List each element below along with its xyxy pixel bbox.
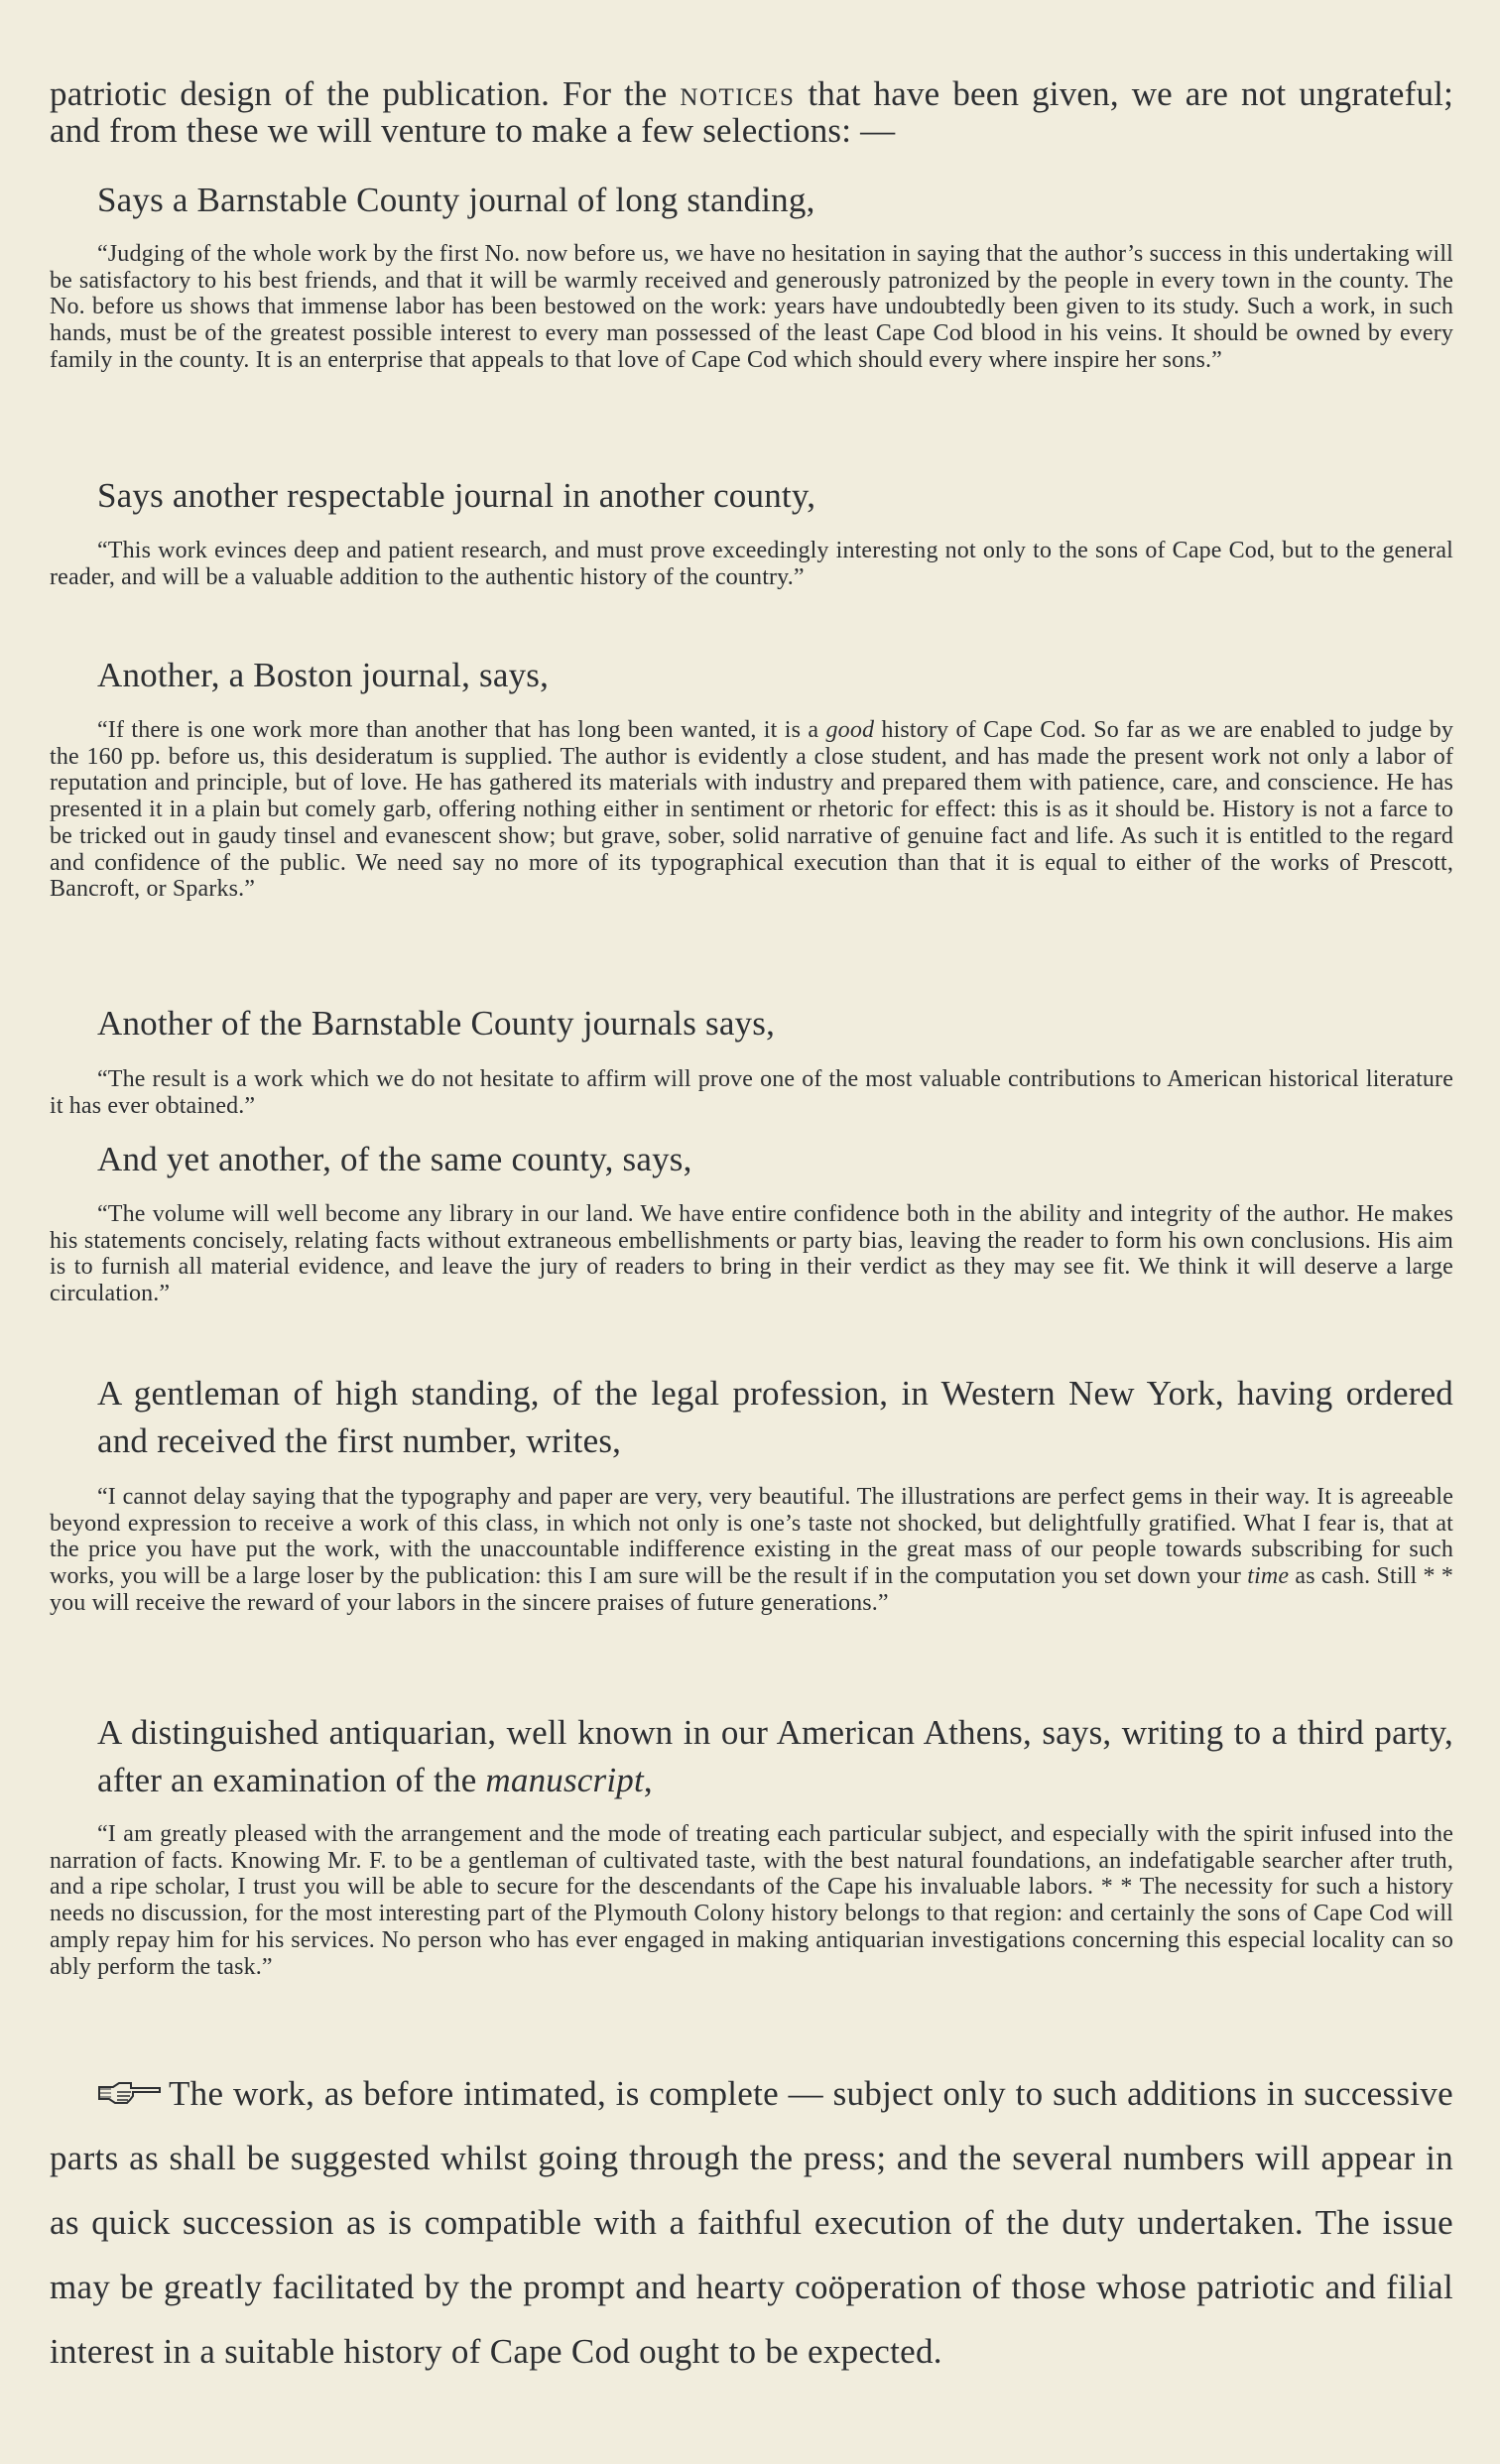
closing-notice xyxy=(50,2061,1453,2384)
quote-same-county: “The volume will well become any library in our land. We have entire confidence both in the ability and integrity of the author. He makes his statements concisely, relating facts without extraneous embellishments or party bias, leaving the reader to form his own conclusions. His aim is to furnish all material evidence, and leave the jury of readers to bring in their verdict as they may see fit. We think it will deserve a large circulation.” xyxy=(50,1201,1453,1307)
heading-antiquarian-before: A distinguished antiquarian, well known in our American Athens, says, writing to a third party, after an examination of the xyxy=(97,1713,1453,1799)
section-heading-antiquarian xyxy=(97,1709,1453,1804)
quote-another-county: “This work evinces deep and patient research, and must prove exceedingly interesting not only to the sons of Cape Cod, but to the general reader, and will be a valuable addition to the authentic history of the country.” xyxy=(50,538,1453,590)
heading-antiquarian-after: , xyxy=(643,1761,653,1799)
quote-boston-journal xyxy=(50,717,1453,903)
pointing-hand-icon xyxy=(97,2080,163,2106)
section-heading-barnstable-journal: Says a Barnstable County journal of long standing, xyxy=(97,181,815,219)
quote-boston-text-before: “If there is one work more than another that has long been wanted, it is a xyxy=(97,717,826,743)
section-heading-barnstable-journals: Another of the Barnstable County journals says, xyxy=(97,1004,776,1043)
quote-boston-text-after: history of Cape Cod. So far as we are enabled to judge by the 160 pp. before us, this desideratum is supplied. The author is evidently a close student, and has made the present work not only a labor of reputation and principle, but of love. He has gathered its materials with industry and prepared them with patience, care, and conscience. He has presented it in a plain but comely garb, offering nothing either in sentiment or rhetoric for effect: this is as it should be. History is not a farce to be tricked out in gaudy tinsel and evanescent show; but grave, sober, solid narrative of genuine fact and life. As such it is entitled to the regard and confidence of the public. We need say no more of its typographical execution than that it is equal to either of the works of Prescott, Bancroft, or Sparks.” xyxy=(50,717,1453,903)
intro-text-before: patriotic design of the publication. For the xyxy=(50,74,681,113)
section-heading-another-county: Says another respectable journal in another county, xyxy=(97,476,816,515)
quote-legal-emphasis: time xyxy=(1247,1563,1290,1590)
quote-barnstable-journal: “Judging of the whole work by the first No. now before us, we have no hesitation in saying that the author’s success in this undertaking will be satisfactory to his best friends, and that it will be warmly received and generously patronized by the people in every town in the county. The No. before us shows that immense labor has been bestowed on the work: years have undoubtedly been given to its study. Such a work, in such hands, must be of the greatest possible interest to every man possessed of the least Cape Cod blood in his veins. It should be owned by every family in the county. It is an enterprise that appeals to that love of Cape Cod which should every where inspire her sons.” xyxy=(50,241,1453,373)
quote-barnstable-journals: “The result is a work which we do not hesitate to affirm will prove one of the most valuable contributions to American historical literature it has ever obtained.” xyxy=(50,1066,1453,1119)
quote-boston-emphasis: good xyxy=(825,717,875,743)
quote-legal-text-before: “I cannot delay saying that the typography and paper are very, very beautiful. The illustrations are perfect gems in their way. It is agreeable beyond expression to receive a work of this class, in which not only is one’s taste not shocked, but delightfully gratified. What I fear is, that at the price you have put the work, with the unaccountable indifference existing in the great mass of our people towards subscribing for such works, you will be a large loser by the publication: this I am sure will be the result if in the computation you set down your xyxy=(50,1484,1453,1590)
quote-legal-text-after: as cash. Still * * you will receive the reward of your labors in the sincere praises of future generations.” xyxy=(50,1563,1453,1616)
heading-antiquarian-emphasis: manuscript xyxy=(485,1761,644,1799)
intro-text-after: that have been given, we are not ungrateful; and from these we will venture to make a few selections: — xyxy=(50,74,1453,150)
intro-paragraph xyxy=(50,75,1453,149)
section-heading-boston-journal: Another, a Boston journal, says, xyxy=(97,656,550,694)
intro-notices-word: notices xyxy=(680,74,796,113)
section-heading-same-county: And yet another, of the same county, says, xyxy=(97,1140,692,1178)
closing-notice-text: The work, as before intimated, is complete — subject only to such additions in successive parts as shall be suggested whilst going through the press; and the several numbers will appear in as quick succession as is compatible with a faithful execution of the duty undertaken. The issue may be greatly facilitated by the prompt and hearty coöperation of those whose patriotic and filial interest in a suitable history of Cape Cod ought to be expected. xyxy=(50,2074,1453,2371)
quote-legal-gentleman xyxy=(50,1484,1453,1617)
quote-antiquarian: “I am greatly pleased with the arrangement and the mode of treating each particular subject, and especially with the spirit infused into the narration of facts. Knowing Mr. F. to be a gentleman of cultivated taste, with the best natural foundations, an indefatigable searcher after truth, and a ripe scholar, I trust you will be able to secure for the descendants of the Cape his invaluable labors. * * The necessity for such a history needs no discussion, for the most interesting part of the Plymouth Colony history belongs to that region: and certainly the sons of Cape Cod will amply repay him for his services. No person who has ever engaged in making antiquarian investigations concerning this especial locality can so ably perform the task.” xyxy=(50,1821,1453,1980)
section-heading-legal-gentleman: A gentleman of high standing, of the legal profession, in Western New York, having ordered and received the first number, writes, xyxy=(97,1374,1453,1460)
